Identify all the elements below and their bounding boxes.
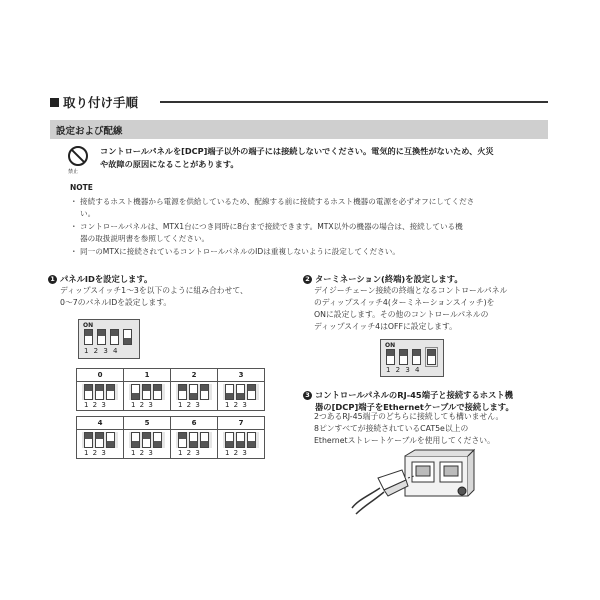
note-item: ・ コントロールパネルは、MTX1台につき同時に8台まで接続できます。MTX以外の機器の場合は、接続している機: [70, 222, 463, 231]
step1-body: [60, 285, 248, 309]
note-item: ・ 接続するホスト機器から電源を供給しているため、配線する前に接続するホスト機器の電源を必ずオフにしてくださ: [70, 197, 475, 206]
step3-body: [314, 411, 503, 447]
dip-switch-numbers: 1 2 3: [178, 401, 200, 409]
termination-switch-slot: [427, 349, 436, 365]
dip-switch-slot: [178, 432, 187, 448]
panel-id-number: 2: [171, 369, 217, 382]
warning-caption: 禁止: [68, 169, 79, 175]
panel-id-switch: [82, 432, 118, 448]
step3-title: [303, 389, 514, 413]
dip-switch-slot: [200, 432, 209, 448]
dip-switch-slot: [225, 432, 234, 448]
dip-switch-slot: [399, 349, 408, 365]
step3-body-line: Ethernetストレートケーブルを使用してください。: [314, 436, 495, 445]
step2-body-line: ディップスイッチ4はOFFに設定します。: [314, 322, 457, 331]
panel-id-switch: [82, 384, 118, 400]
dip-switch-slot: [236, 384, 245, 400]
panel-id-switch: [129, 432, 165, 448]
dip-switch-numbers: 1 2 3: [131, 449, 153, 457]
dip-switch-numbers: 1 2 3: [84, 449, 106, 457]
panel-id-switch: [223, 432, 259, 448]
dip-switch-diagram: [78, 319, 140, 359]
dip-switch-slot: [106, 432, 115, 448]
step1-body-line: 0〜7のパネルIDを設定します。: [60, 298, 172, 307]
dip-switch-slot: [97, 329, 106, 345]
dip-switch-slot: [247, 432, 256, 448]
warning-line: や故障の原因になることがあります。: [100, 159, 239, 169]
dip-switch-slot: [247, 384, 256, 400]
dip-switch-slot: [412, 349, 421, 365]
step-number-badge: 2: [303, 275, 312, 284]
panel-id-cell: [170, 416, 218, 459]
dip-switch-slot: [189, 432, 198, 448]
panel-id-number: 0: [77, 369, 123, 382]
dip-switch-slot: [95, 384, 104, 400]
dip-switch-slot: [95, 432, 104, 448]
dip-switch-slot: [236, 432, 245, 448]
panel-id-switch: [223, 384, 259, 400]
dip-switch-slot: [142, 432, 151, 448]
section-rule: [160, 101, 548, 103]
dip-switch-numbers: 1 2 3: [225, 449, 247, 457]
dip-switch-slot: [386, 349, 395, 365]
step2-title-text: ターミネーション(終端)を設定します。: [315, 274, 463, 284]
dip-switch-slot: [153, 432, 162, 448]
step2-title: [303, 273, 463, 285]
dip-switch-on-label: ON: [385, 342, 396, 349]
note-heading: NOTE: [70, 183, 93, 192]
dip-switch-slot: [106, 384, 115, 400]
dip-switch-slot: [153, 384, 162, 400]
panel-id-number: 1: [124, 369, 170, 382]
dip-switch-slot: [225, 384, 234, 400]
dip-switch-numbers: 1 2 3 4: [386, 366, 420, 374]
note-item: 器の取扱説明書を参照してください。: [70, 234, 210, 243]
step-number-badge: 1: [48, 275, 57, 284]
step2-body-line: デイジーチェーン接続の終端となるコントロールパネル: [314, 286, 508, 295]
panel-id-number: 3: [218, 369, 264, 382]
section-title-text: 取り付け手順: [63, 95, 139, 110]
dip-switch-slot: [131, 384, 140, 400]
warning-line: コントロールパネルを[DCP]端子以外の端子には接続しないでください。電気的に互換性がないため、火災: [100, 146, 494, 156]
dip-switch-slot: [189, 384, 198, 400]
section-title: [50, 93, 138, 111]
panel-id-number: 7: [218, 417, 264, 430]
step3-title-line: 器の[DCP]端子をEthernetケーブルで接続します。: [315, 402, 514, 412]
step2-body: [314, 285, 507, 333]
dip-switch-on-label: ON: [83, 322, 94, 329]
step2-body-line: のディップスイッチ4(ターミネーションスイッチ)を: [314, 298, 495, 307]
dip-switch-slot: [123, 329, 132, 345]
step1-title: [48, 273, 152, 285]
subsection-bar: [50, 120, 548, 139]
panel-id-cell: [123, 416, 171, 459]
panel-id-switch: [129, 384, 165, 400]
panel-id-number: 6: [171, 417, 217, 430]
panel-id-cell: [76, 416, 124, 459]
dip-switch-numbers: 1 2 3: [178, 449, 200, 457]
step-number-badge: 3: [303, 391, 312, 400]
subsection-title: 設定および配線: [56, 126, 123, 137]
termination-switch-diagram: [380, 339, 444, 377]
dip-switch-slot: [131, 432, 140, 448]
dip-switch-numbers: 1 2 3: [84, 401, 106, 409]
dip-switch-slot: [84, 432, 93, 448]
panel-id-cell: [76, 368, 124, 411]
panel-id-cell: [217, 368, 265, 411]
note-item: ・ 同一のMTXに接続されているコントロールパネルのIDは重複しないように設定してください。: [70, 247, 400, 256]
step1-body-line: ディップスイッチ1〜3を以下のように組み合わせて、: [60, 286, 248, 295]
dip-switch-numbers: 1 2 3: [131, 401, 153, 409]
dip-switch-slot: [84, 329, 93, 345]
dip-switch-numbers: 1 2 3: [225, 401, 247, 409]
warning-text: [100, 145, 540, 171]
panel-id-switch: [176, 384, 212, 400]
dip-switch-slot: [84, 384, 93, 400]
dip-switch-slot: [178, 384, 187, 400]
step3-body-line: 8ピンすべてが接続されているCAT5e以上の: [314, 424, 469, 433]
note-item: い。: [70, 209, 96, 218]
dip-switch-slot: [110, 329, 119, 345]
step2-body-line: ONに設定します。その他のコントロールパネルの: [314, 310, 489, 319]
panel-id-cell: [217, 416, 265, 459]
panel-id-number: 5: [124, 417, 170, 430]
square-bullet-icon: [50, 98, 59, 107]
panel-id-switch: [176, 432, 212, 448]
dip-switch-numbers: 1 2 3 4: [84, 347, 118, 355]
panel-id-number: 4: [77, 417, 123, 430]
dip-switch-slot: [142, 384, 151, 400]
dip-switch-slot: [200, 384, 209, 400]
panel-id-cell: [170, 368, 218, 411]
step3-body-line: 2つあるRJ-45端子のどちらに接続しても構いません。: [314, 412, 504, 421]
step1-title-text: パネルIDを設定します。: [60, 274, 153, 284]
rj45-connection-illustration: [350, 448, 475, 522]
step3-title-line: コントロールパネルのRJ-45端子と接続するホスト機: [315, 390, 513, 400]
panel-id-cell: [123, 368, 171, 411]
